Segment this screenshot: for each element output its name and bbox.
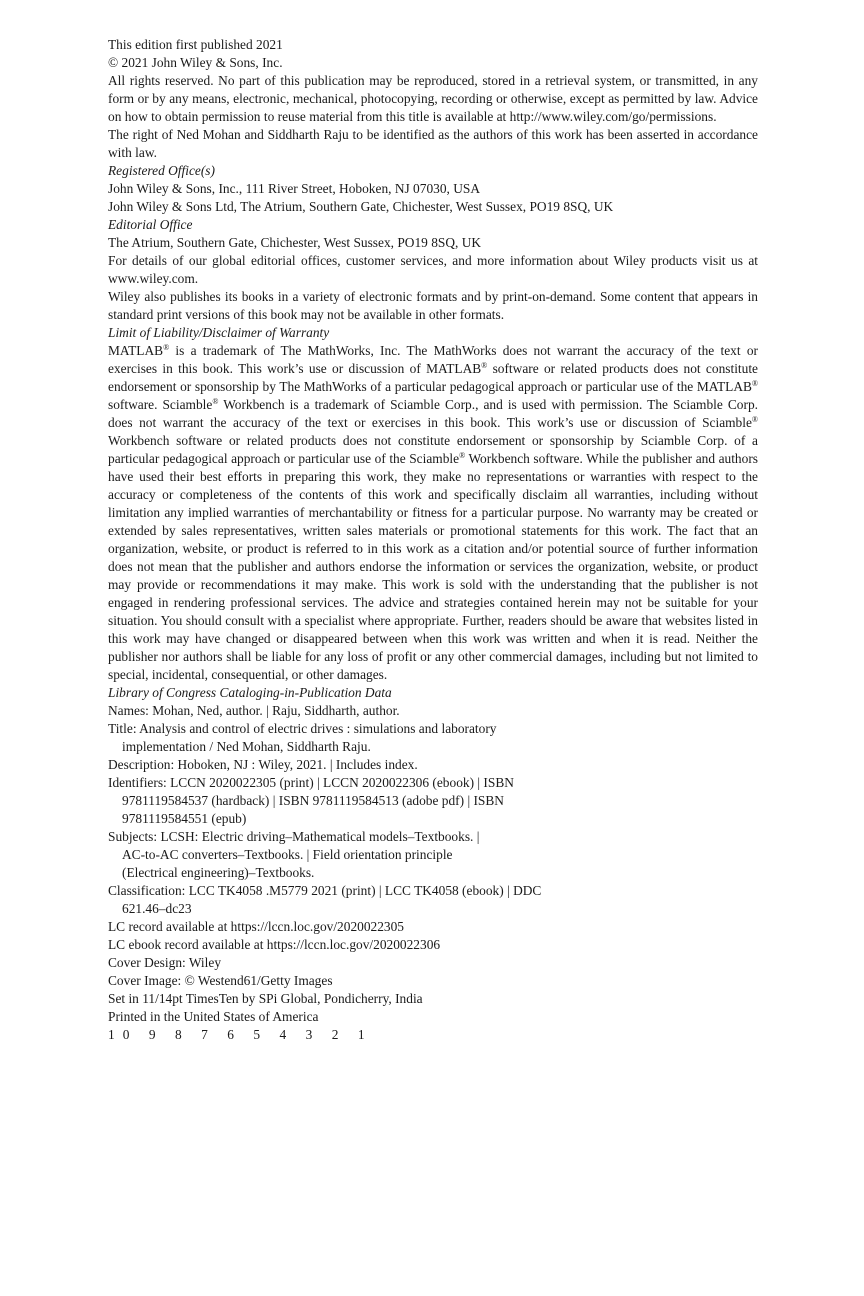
disclaimer	[108, 324, 758, 684]
cover-image: Cover Image: © Westend61/Getty Images	[108, 973, 333, 988]
disclaimer-text: MATLAB® is a trademark of The MathWorks, Inc. The MathWorks does not warrant the accuracy of the text or exercises in this book. This work’s use or discussion of MATLAB® software or related products does not constitute endorsement or sponsorship by The MathWorks of a particular pedagogical approach or particular use of the MATLAB® software. Sciamble® Workbench is a trademark of Sciamble Corp., and is used with permission. The Sciamble Corp. does not warrant the accuracy of the text or exercises in this book. This work’s use or discussion of Sciamble® Workbench software or related products does not constitute endorsement or sponsorship by Sciamble Corp. of a particular pedagogical approach or particular use of the Sciamble® Workbench software. While the publisher and authors have used their best efforts in preparing this work, they make no representations or warranties with respect to the accuracy or completeness of the contents of this work and specifically disclaim all warranties, including without limitation any implied warranties of merchantability or fitness for a particular purpose. No warranty may be created or extended by sales representatives, written sales materials or promotional statements for this work. The fact that an organization, website, or product is referred to in this work as a citation and/or potential source of further information does not mean that the publisher and authors endorse the information or services the organization, website, or product may provide or recommendations it may make. This work is sold with the understanding that the publisher is not engaged in rendering professional services. The advice and strategies contained herein may not be suitable for your situation. You should consult with a specialist where appropriate. Further, readers should be aware that websites listed in this work may have changed or disappeared between when this work was written and when it is read. Neither the publisher nor authors shall be liable for any loss of profit or any other commercial damages, including but not limited to special, incidental, consequential, or other damages.	[108, 343, 758, 682]
cip-classification-cont: 621.46–dc23	[122, 901, 192, 916]
registered-office-heading: Registered Office(s)	[108, 163, 215, 178]
registered-mark: ®	[459, 451, 466, 460]
disclaimer-heading: Limit of Liability/Disclaimer of Warranty	[108, 325, 330, 340]
edition-copyright: © 2021 John Wiley & Sons, Inc.	[108, 55, 283, 70]
cip-classification: Classification: LCC TK4058 .M5779 2021 (print) | LCC TK4058 (ebook) | DDC	[108, 883, 542, 898]
edition-block	[108, 36, 758, 72]
typeset-statement: Set in 11/14pt TimesTen by SPi Global, Pondicherry, India	[108, 991, 423, 1006]
cover-design: Cover Design: Wiley	[108, 955, 222, 970]
formats-statement: Wiley also publishes its books in a variety of electronic formats and by print-on-demand. Some content that appears in standard print versions of this book may not be available in other formats.	[108, 289, 758, 322]
cip-subjects: Subjects: LCSH: Electric driving–Mathematical models–Textbooks. |	[108, 829, 480, 844]
registered-mark: ®	[163, 343, 170, 352]
editorial-office	[108, 216, 758, 252]
registered-mark: ®	[481, 361, 488, 370]
cip-title: Title: Analysis and control of electric drives : simulations and laboratory	[108, 721, 497, 736]
registered-office	[108, 162, 758, 216]
cip-identifiers-cont: 9781119584537 (hardback) | ISBN 9781119584513 (adobe pdf) | ISBN	[122, 793, 504, 808]
registered-office-line: John Wiley & Sons Ltd, The Atrium, Southern Gate, Chichester, West Sussex, PO19 8SQ, UK	[108, 199, 614, 214]
editorial-details: For details of our global editorial offices, customer services, and more information about Wiley products visit us at www.wiley.com.	[108, 253, 758, 286]
registered-mark: ®	[751, 415, 758, 424]
rights-statement: All rights reserved. No part of this publication may be reproduced, stored in a retrieval system, or transmitted, in any form or by any means, electronic, mechanical, photocopying, recording or otherwise, except as permitted by law. Advice on how to obtain permission to reuse material from this title is available at http://www.wiley.com/go/permissions.	[108, 73, 758, 124]
editorial-office-heading: Editorial Office	[108, 217, 193, 232]
cip-title-cont: implementation / Ned Mohan, Siddharth Raju.	[122, 739, 371, 754]
copyright-page	[108, 36, 758, 1044]
printed-statement: Printed in the United States of America	[108, 1009, 319, 1024]
registered-mark: ®	[212, 397, 219, 406]
editorial-office-line: The Atrium, Southern Gate, Chichester, West Sussex, PO19 8SQ, UK	[108, 235, 482, 250]
registered-mark: ®	[751, 379, 758, 388]
cip-subjects-cont: (Electrical engineering)–Textbooks.	[122, 865, 315, 880]
cip-description: Description: Hoboken, NJ : Wiley, 2021. | Includes index.	[108, 757, 418, 772]
cover-credits	[108, 954, 758, 990]
cip-names: Names: Mohan, Ned, author. | Raju, Siddharth, author.	[108, 703, 400, 718]
registered-office-line: John Wiley & Sons, Inc., 111 River Street, Hoboken, NJ 07030, USA	[108, 181, 481, 196]
authors-right-statement: The right of Ned Mohan and Siddharth Raju to be identified as the authors of this work has been asserted in accordance with law.	[108, 127, 758, 160]
lc-ebook-record: LC ebook record available at https://lccn.loc.gov/2020022306	[108, 937, 441, 952]
cip-subjects-cont: AC-to-AC converters–Textbooks. | Field orientation principle	[122, 847, 453, 862]
print-line: 10 9 8 7 6 5 4 3 2 1	[108, 1027, 373, 1042]
cip-identifiers: Identifiers: LCCN 2020022305 (print) | LCCN 2020022306 (ebook) | ISBN	[108, 775, 514, 790]
cip-data	[108, 684, 758, 954]
edition-published: This edition first published 2021	[108, 37, 283, 52]
cip-heading: Library of Congress Cataloging-in-Publication Data	[108, 685, 392, 700]
cip-identifiers-cont: 9781119584551 (epub)	[122, 811, 247, 826]
lc-record: LC record available at https://lccn.loc.gov/2020022305	[108, 919, 405, 934]
